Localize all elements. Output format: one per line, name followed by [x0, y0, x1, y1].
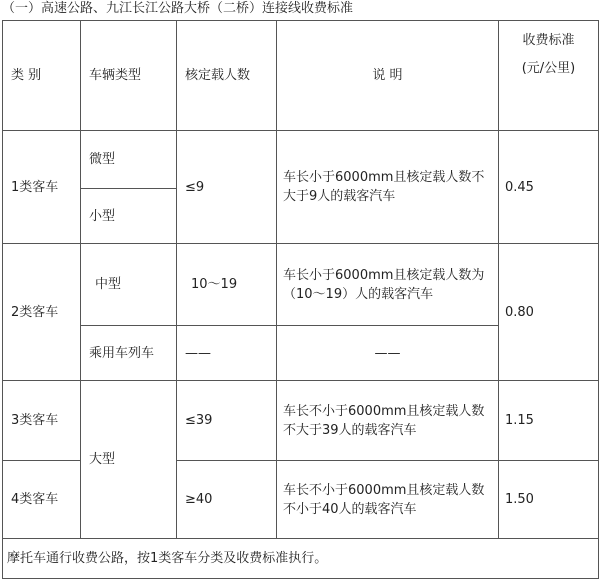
class4-description: 车长不小于6000mm且核定载人数不小于40人的载客汽车 [277, 461, 499, 539]
footer-note: 摩托车通行收费公路，按1类客车分类及收费标准执行。 [3, 539, 599, 579]
class2-type-train: 乘用车列车 [81, 326, 177, 381]
table-title: （一）高速公路、九江长江公路大桥（二桥）连接线收费标准 [2, 1, 354, 16]
header-description: 说 明 [277, 21, 499, 131]
class2-description-train: —— [277, 326, 499, 381]
class4-category: 4类客车 [3, 461, 81, 539]
header-capacity: 核定载人数 [177, 21, 277, 131]
header-fee-label: 收费标准 [522, 33, 575, 48]
class2-category: 2类客车 [3, 244, 81, 381]
header-fee-unit: (元/公里) [521, 61, 576, 76]
class1-category: 1类客车 [3, 131, 81, 244]
class1-description: 车长小于6000mm且核定载人数不大于9人的载客汽车 [277, 131, 499, 244]
class2-description-medium: 车长小于6000mm且核定载人数为（10～19）人的载客汽车 [277, 244, 499, 326]
header-category: 类 别 [3, 21, 81, 131]
class2-capacity-train: —— [177, 326, 277, 381]
class3-capacity: ≤39 [177, 381, 277, 461]
class1-type-small: 小型 [81, 189, 177, 244]
header-row [3, 21, 599, 131]
table-row-footer [3, 539, 599, 579]
table-row-class3 [3, 381, 599, 461]
class1-fee: 0.45 [499, 131, 599, 244]
table-row-class1-a [3, 131, 599, 189]
class1-type-mini: 微型 [81, 131, 177, 189]
class4-capacity: ≥40 [177, 461, 277, 539]
class4-fee: 1.50 [499, 461, 599, 539]
header-vehicle-type: 车辆类型 [81, 21, 177, 131]
class2-fee: 0.80 [499, 244, 599, 381]
class3-fee: 1.15 [499, 381, 599, 461]
class2-type-medium: 中型 [81, 244, 177, 326]
header-fee [499, 21, 599, 131]
class1-capacity: ≤9 [177, 131, 277, 244]
class3-description: 车长不小于6000mm且核定载人数不大于39人的载客汽车 [277, 381, 499, 461]
table-row-class2-a [3, 244, 599, 326]
large-type: 大型 [81, 381, 177, 539]
toll-fee-table [2, 20, 599, 579]
class3-category: 3类客车 [3, 381, 81, 461]
class2-capacity-medium: 10～19 [177, 244, 277, 326]
